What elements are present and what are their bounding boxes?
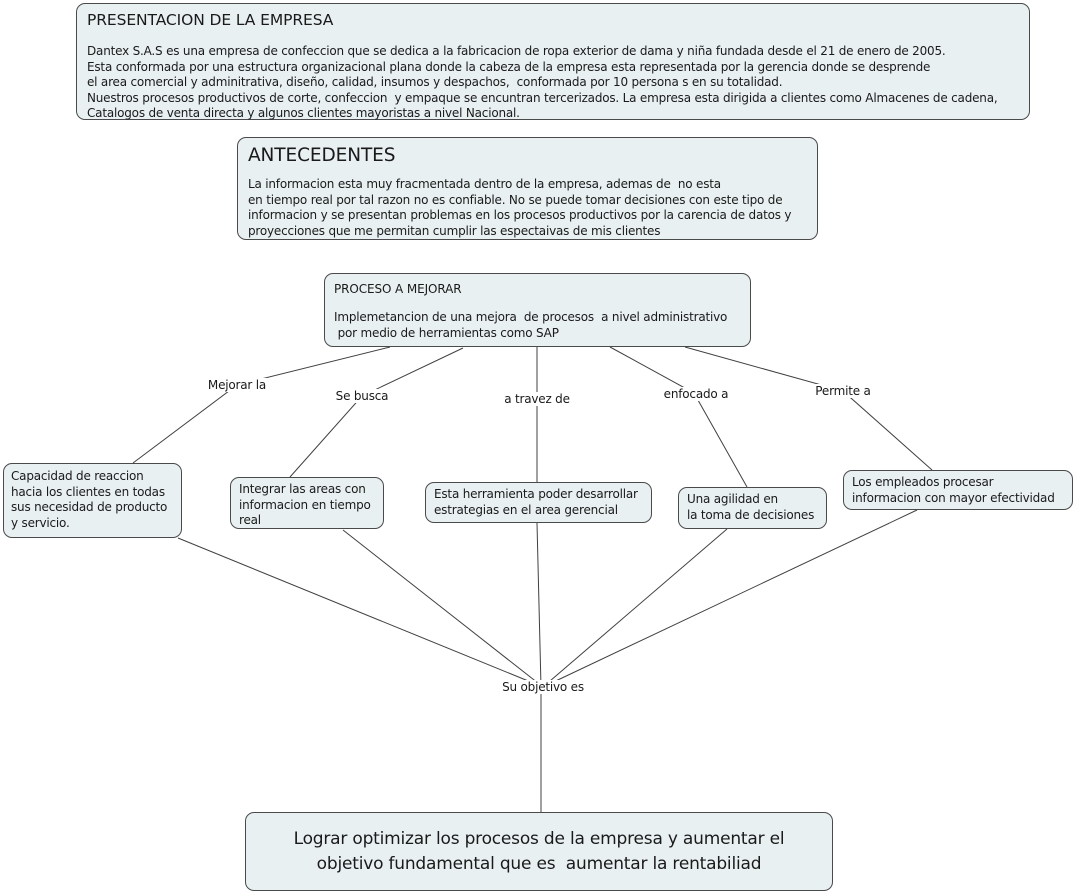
node-title: PROCESO A MEJORAR xyxy=(334,282,462,296)
link-label-a-travez-de[interactable]: a travez de xyxy=(500,392,574,406)
link-label-mejorar-la[interactable]: Mejorar la xyxy=(204,378,270,392)
node-body: Implemetancion de una mejora de procesos a nivel administrativo por medio de herramientas como SAP xyxy=(334,310,728,340)
link-label-permite-a[interactable]: Permite a xyxy=(811,384,874,398)
link-label-se-busca[interactable]: Se busca xyxy=(332,389,393,403)
node-body: La informacion esta muy fracmentada dentro de la empresa, ademas de no esta en tiempo real por tal razon no es confiable. No se puede tomar decisiones con este tipo de informacion y se presentan problemas en los procesos productivos por la carencia de datos y proyecciones que me permitan cumplir las espectaivas de mis clientes xyxy=(248,177,792,238)
node-body: Esta herramienta poder desarrollar estrategias en el area gerencial xyxy=(434,487,638,517)
connector-line xyxy=(178,538,543,687)
node-herramienta-estrategias[interactable] xyxy=(425,482,652,523)
connector-line xyxy=(685,347,932,470)
connector-line xyxy=(543,510,917,687)
node-title: PRESENTACION DE LA EMPRESA xyxy=(87,11,334,29)
connector-line xyxy=(290,348,463,477)
node-empleados-efectividad[interactable] xyxy=(843,470,1073,510)
node-integrar-areas[interactable] xyxy=(230,477,384,529)
node-antecedentes[interactable] xyxy=(237,137,818,240)
node-presentacion-empresa[interactable] xyxy=(76,3,1030,120)
connector-line xyxy=(537,523,541,687)
node-proceso-a-mejorar[interactable] xyxy=(324,273,751,347)
node-body: Dantex S.A.S es una empresa de confeccion que se dedica a la fabricacion de ropa exterior de dama y niña fundada desde el 21 de enero de 2005. Esta conformada por una estructura organizacional plana donde la cabeza de la empresa esta representada por la gerencia donde se desprende el area comercial y adminitrativa, diseño, calidad, insumos y despachos, conformada por 10 persona s en su totalidad. Nuestros procesos productivos de corte, confeccion y empaque se encuntran tercerizados. La empresa esta dirigida a clientes como Almacenes de cadena, Catalogos de venta directa y algunos clientes mayoristas a nivel Nacional. xyxy=(87,44,998,121)
link-label-su-objetivo-es[interactable]: Su objetivo es xyxy=(498,680,588,694)
connector-line xyxy=(343,530,543,687)
node-body: Los empleados procesar informacion con mayor efectividad xyxy=(852,475,1055,505)
node-body: Integrar las areas con informacion en tiempo real xyxy=(239,482,371,528)
node-agilidad-decisiones[interactable] xyxy=(678,487,827,529)
node-body: Capacidad de reaccion hacia los clientes en todas sus necesidad de producto y servicio. xyxy=(11,469,168,530)
node-body: Lograr optimizar los procesos de la empresa y aumentar el objetivo fundamental que es aumentar la rentabiliad xyxy=(293,828,785,874)
node-capacidad-reaccion[interactable] xyxy=(3,463,182,538)
node-objetivo-final[interactable] xyxy=(245,812,833,891)
connector-line xyxy=(610,347,747,487)
node-title: ANTECEDENTES xyxy=(248,145,396,166)
connector-line xyxy=(133,347,390,463)
node-body: Una agilidad en la toma de decisiones xyxy=(687,492,815,522)
connector-line xyxy=(543,529,727,687)
link-label-enfocado-a[interactable]: enfocado a xyxy=(660,387,733,401)
